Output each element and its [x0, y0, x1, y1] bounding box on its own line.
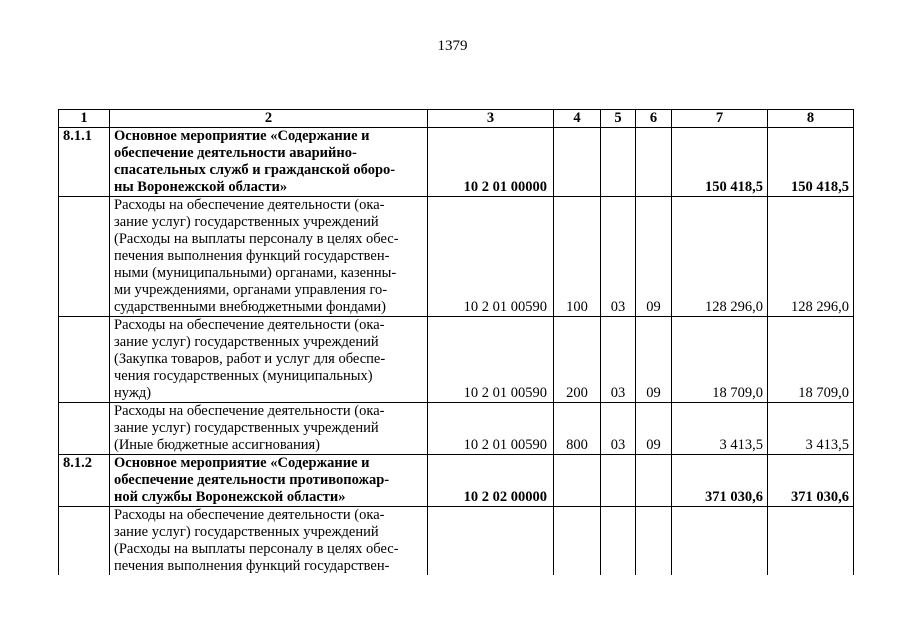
row-amount-7: 3 413,5	[672, 403, 768, 455]
row-name: Расходы на обеспечение деятельности (ока- зание услуг) государственных учреждений (Иные бюджетные ассигнования)	[110, 403, 428, 455]
column-header: 2	[110, 110, 428, 128]
row-code: 10 2 01 00590	[428, 197, 554, 317]
row-col5	[601, 128, 636, 197]
row-number: 8.1.1	[59, 128, 110, 197]
table-row	[59, 507, 854, 576]
row-col4: 100	[554, 197, 601, 317]
table-row	[59, 197, 854, 317]
row-number	[59, 317, 110, 403]
row-code: 10 2 01 00000	[428, 128, 554, 197]
row-name: Основное мероприятие «Содержание и обеспечение деятельности противопожар- ной службы Воронежской области»	[110, 455, 428, 507]
row-col5: 03	[601, 403, 636, 455]
table-row	[59, 403, 854, 455]
row-name: Расходы на обеспечение деятельности (ока- зание услуг) государственных учреждений (Закупка товаров, работ и услуг для обеспе- чения государственных (муниципальных) нужд)	[110, 317, 428, 403]
row-col4: 800	[554, 403, 601, 455]
row-col5	[601, 455, 636, 507]
row-amount-8	[768, 507, 854, 576]
row-amount-8: 150 418,5	[768, 128, 854, 197]
row-number: 8.1.2	[59, 455, 110, 507]
table-row	[59, 455, 854, 507]
row-col6	[636, 128, 672, 197]
row-col6: 09	[636, 197, 672, 317]
row-amount-8: 18 709,0	[768, 317, 854, 403]
row-col6	[636, 507, 672, 576]
row-col4	[554, 128, 601, 197]
row-code: 10 2 01 00590	[428, 403, 554, 455]
row-amount-8: 128 296,0	[768, 197, 854, 317]
row-number	[59, 403, 110, 455]
row-col6: 09	[636, 403, 672, 455]
column-header: 8	[768, 110, 854, 128]
row-amount-7: 150 418,5	[672, 128, 768, 197]
row-code: 10 2 01 00590	[428, 317, 554, 403]
row-amount-8: 371 030,6	[768, 455, 854, 507]
row-col4: 200	[554, 317, 601, 403]
row-col6: 09	[636, 317, 672, 403]
row-amount-7: 18 709,0	[672, 317, 768, 403]
row-col5: 03	[601, 317, 636, 403]
budget-table	[58, 109, 854, 575]
row-code: 10 2 02 00000	[428, 455, 554, 507]
table-header-row	[59, 110, 854, 128]
column-header: 3	[428, 110, 554, 128]
row-col5: 03	[601, 197, 636, 317]
row-col5	[601, 507, 636, 576]
row-col4	[554, 455, 601, 507]
table-row	[59, 128, 854, 197]
page-number: 1379	[437, 38, 468, 54]
row-name: Расходы на обеспечение деятельности (ока- зание услуг) государственных учреждений (Расходы на выплаты персоналу в целях обес- печения выполнения функций государствен-	[110, 507, 428, 576]
row-col6	[636, 455, 672, 507]
row-name: Расходы на обеспечение деятельности (ока- зание услуг) государственных учреждений (Расходы на выплаты персоналу в целях обес- печения выполнения функций государствен- ными (муниципальными) органами, казенны- ми учреждениями, органами управления го- сударственными внебюджетными фондами)	[110, 197, 428, 317]
row-number	[59, 507, 110, 576]
column-header: 5	[601, 110, 636, 128]
table-row	[59, 317, 854, 403]
row-code	[428, 507, 554, 576]
row-col4	[554, 507, 601, 576]
column-header: 6	[636, 110, 672, 128]
row-amount-7	[672, 507, 768, 576]
column-header: 4	[554, 110, 601, 128]
row-name: Основное мероприятие «Содержание и обеспечение деятельности аварийно- спасательных служб и гражданской оборо- ны Воронежской области»	[110, 128, 428, 197]
row-number	[59, 197, 110, 317]
column-header: 7	[672, 110, 768, 128]
column-header: 1	[59, 110, 110, 128]
row-amount-7: 371 030,6	[672, 455, 768, 507]
row-amount-8: 3 413,5	[768, 403, 854, 455]
row-amount-7: 128 296,0	[672, 197, 768, 317]
